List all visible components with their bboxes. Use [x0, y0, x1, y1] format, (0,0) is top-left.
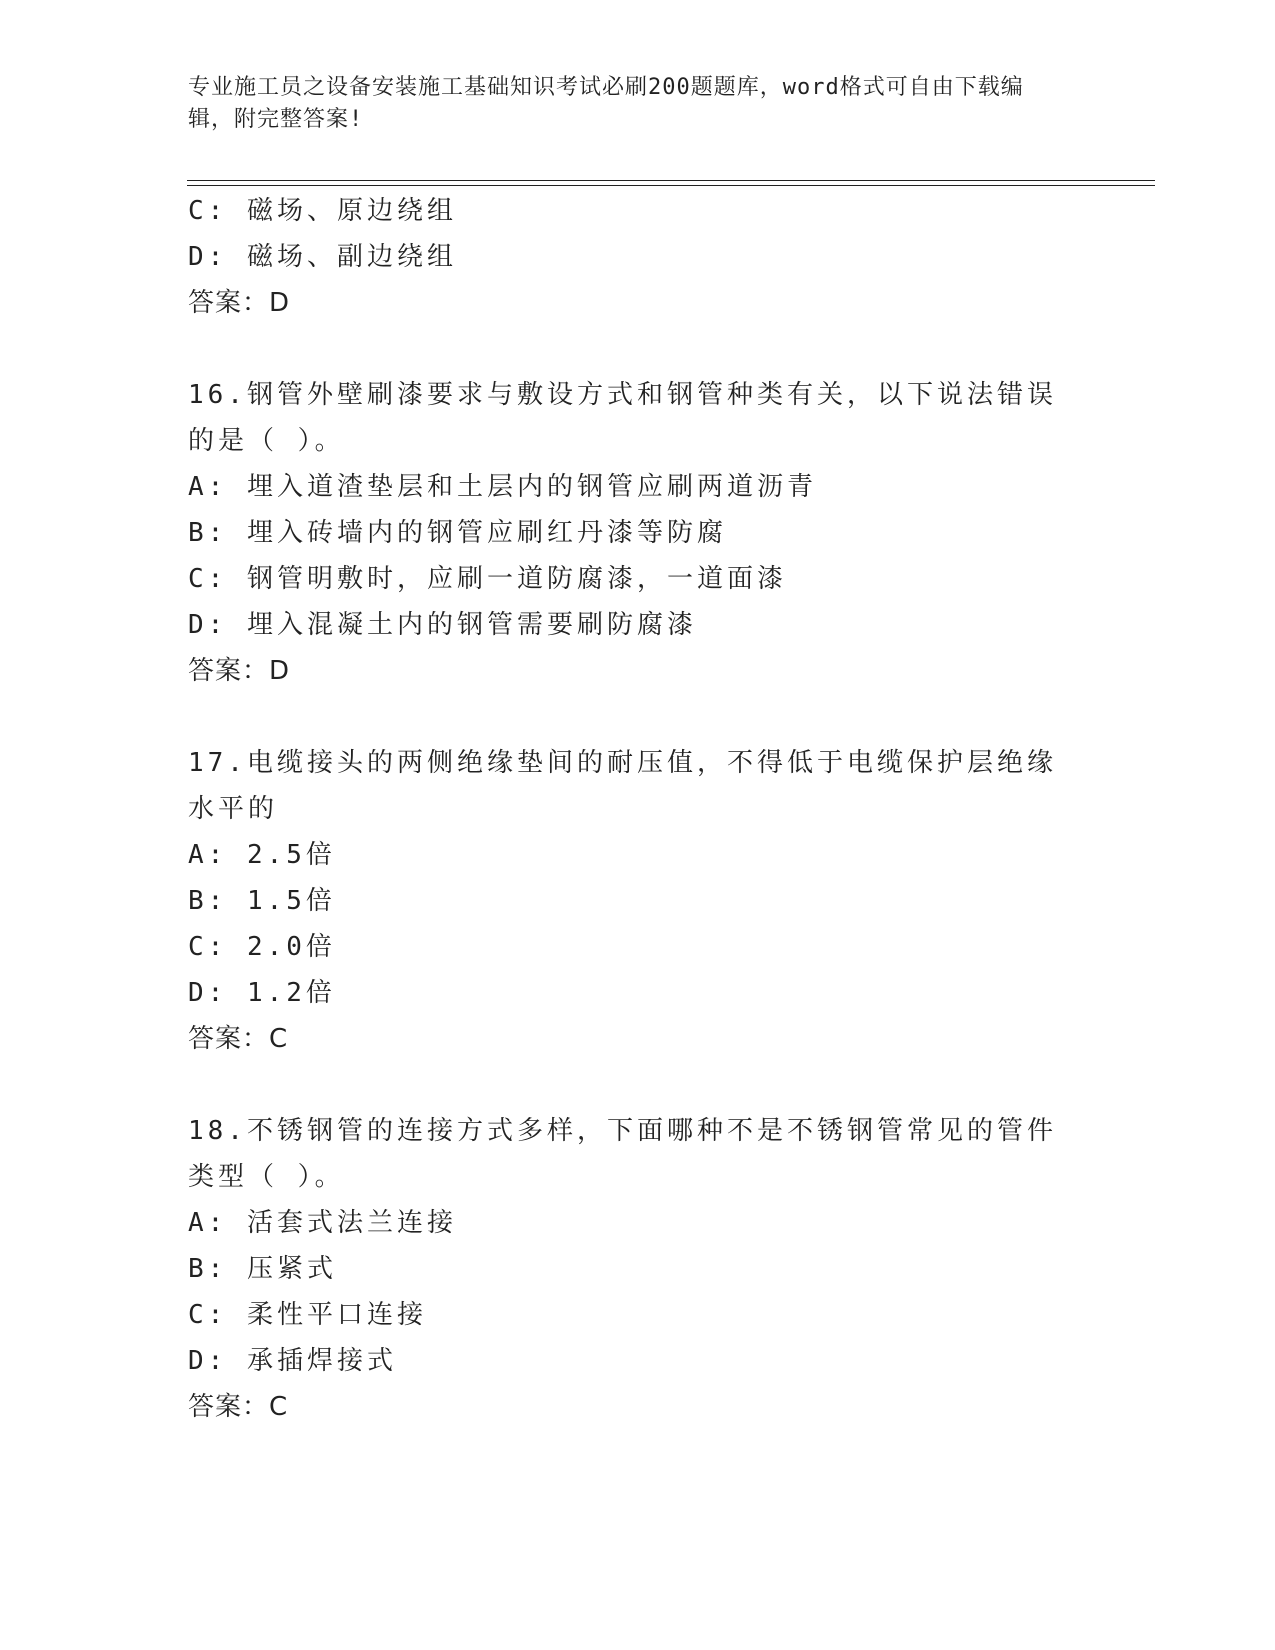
- page-header-title: 专业施工员之设备安装施工基础知识考试必刷200题题库，word格式可自由下载编辑，附完整答案!: [188, 75, 1024, 132]
- question-stem: 18.不锈钢管的连接方式多样，下面哪种不是不锈钢管常见的管件类型（ ）。: [188, 1116, 1057, 1192]
- option-c: C: 磁场、原边绕组: [188, 196, 457, 226]
- option-c: C: 钢管明敷时，应刷一道防腐漆，一道面漆: [188, 564, 787, 594]
- answer-line: 答案：C: [188, 1024, 289, 1054]
- question-18: [188, 1108, 1088, 1430]
- spacer: [188, 694, 1088, 740]
- question-stem: 16.钢管外壁刷漆要求与敷设方式和钢管种类有关，以下说法错误的是（ ）。: [188, 380, 1057, 456]
- answer-line: 答案：D: [188, 656, 291, 686]
- header-rule-bottom: [187, 185, 1155, 186]
- header-rule-top: [187, 180, 1155, 181]
- option-d: D: 承插焊接式: [188, 1346, 397, 1376]
- option-b: B: 埋入砖墙内的钢管应刷红丹漆等防腐: [188, 518, 727, 548]
- option-d: D: 磁场、副边绕组: [188, 242, 457, 272]
- option-a: A: 埋入道渣垫层和土层内的钢管应刷两道沥青: [188, 472, 817, 502]
- answer-line: 答案：C: [188, 1392, 289, 1422]
- option-c: C: 柔性平口连接: [188, 1300, 427, 1330]
- option-b: B: 压紧式: [188, 1254, 337, 1284]
- spacer: [188, 1062, 1088, 1108]
- answer-line: 答案：D: [188, 288, 291, 318]
- option-d: D: 1.2倍: [188, 978, 336, 1008]
- spacer: [188, 326, 1088, 372]
- option-a: A: 活套式法兰连接: [188, 1208, 457, 1238]
- prev-question-block: [188, 188, 1088, 326]
- question-list: [188, 188, 1088, 1430]
- option-b: B: 1.5倍: [188, 886, 336, 916]
- option-a: A: 2.5倍: [188, 840, 336, 870]
- option-d: D: 埋入混凝土内的钢管需要刷防腐漆: [188, 610, 697, 640]
- question-17: [188, 740, 1088, 1062]
- question-stem: 17.电缆接头的两侧绝缘垫间的耐压值，不得低于电缆保护层绝缘水平的: [188, 748, 1057, 824]
- option-c: C: 2.0倍: [188, 932, 336, 962]
- question-16: [188, 372, 1088, 694]
